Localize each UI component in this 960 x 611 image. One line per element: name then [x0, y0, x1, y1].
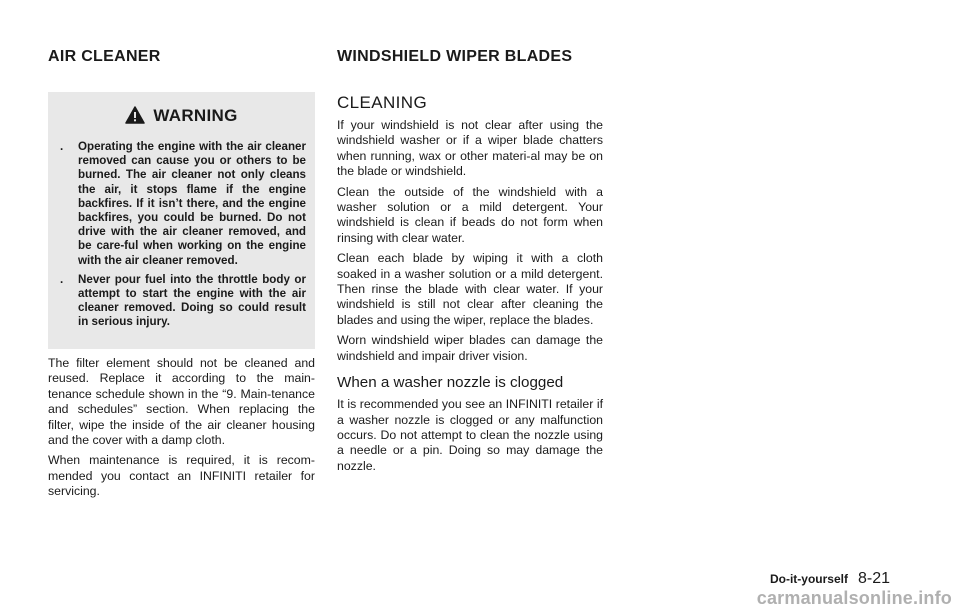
cleaning-paragraph: Clean each blade by wiping it with a cloth soaked in a washer solution or a mild detergent. Then rinse the blade with clear water. If your windshield is still not clear after cleaning the blades and using the wiper, replace the blades.	[337, 251, 603, 327]
filter-paragraph: The filter element should not be cleaned and reused. Replace it according to the main-tenance schedule shown in the “9. Main-tenance and schedules” section. When replacing the filter, wipe the inside of the air cleaner housing and the cover with a damp cloth.	[48, 356, 315, 448]
warning-header	[48, 104, 315, 128]
warning-title: WARNING	[153, 106, 238, 125]
warning-item: . Never pour fuel into the throttle body or attempt to start the engine with the air cleaner removed. Doing so could result in serious injury.	[60, 272, 306, 329]
maintenance-paragraph: When maintenance is required, it is recom-mended you contact an INFINITI retailer for servicing.	[48, 453, 315, 499]
warning-triangle-icon	[125, 106, 145, 124]
left-body	[48, 356, 315, 505]
air-cleaner-heading: AIR CLEANER	[48, 48, 161, 65]
nozzle-heading: When a washer nozzle is clogged	[337, 374, 564, 392]
warning-box	[48, 92, 315, 349]
warning-list	[60, 140, 306, 335]
footer-section: Do-it-yourself	[769, 572, 848, 586]
page-footer	[770, 568, 890, 589]
right-body	[337, 92, 603, 479]
wiper-blades-heading: WINDSHIELD WIPER BLADES	[337, 48, 573, 65]
nozzle-paragraph: It is recommended you see an INFINITI retailer if a washer nozzle is clogged or any malfunction occurs. Do not attempt to clean the nozzle using a needle or a pin. Doing so may damage the nozzle.	[337, 397, 603, 473]
warning-item: . Operating the engine with the air cleaner removed can cause you or others to be burned. The air cleaner not only cleans the air, it stops flame if the engine backfires. If it isn’t there, and the engine backfires, you could be burned. Do not drive with the air cleaner removed, and be care-ful when working on the engine with the air cleaner removed.	[60, 140, 306, 267]
cleaning-paragraph: Worn windshield wiper blades can damage the windshield and impair driver vision.	[337, 333, 603, 363]
cleaning-heading: CLEANING	[337, 93, 428, 112]
page-number: 8-21	[857, 570, 890, 587]
watermark: carmanualsonline.info	[756, 588, 952, 608]
cleaning-paragraph: Clean the outside of the windshield with a washer solution or a mild detergent. Your windshield is clean if beads do not form when rinsing with clear water.	[337, 184, 603, 245]
cleaning-paragraph: If your windshield is not clear after using the windshield washer or if a wiper blade chatters when running, wax or other materi-al may be on the blade or windshield.	[337, 118, 603, 179]
